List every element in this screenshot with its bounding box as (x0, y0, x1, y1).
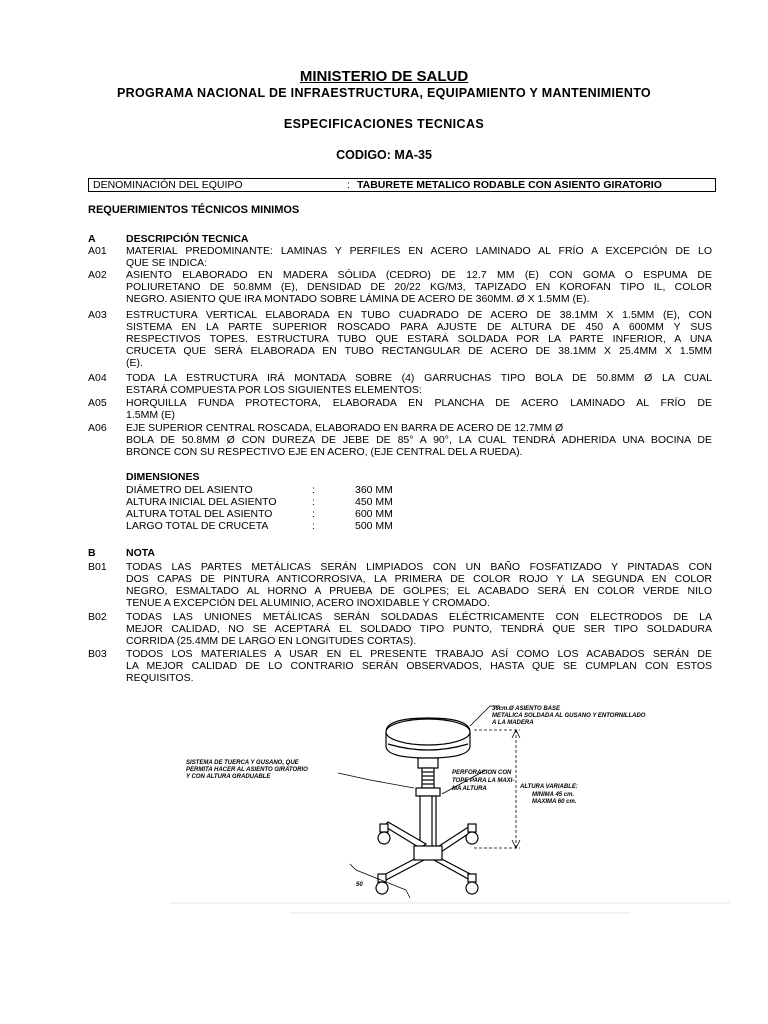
item-text (126, 372, 712, 396)
text-line: ESTRUCTURA VERTICAL ELABORADA EN TUBO CUADRADO DE ACERO DE 38.1MM X 1.5MM (E), CON (126, 309, 712, 321)
text-line: LA MEJOR CALIDAD DE LO CONTRARIO SERÁN OBSERVADOS, HASTA QUE SE CUMPLAN CON ESTOS (126, 660, 712, 672)
floor-shading (170, 903, 730, 913)
system-label-line: PERMITA HACER AL ASIENTO GIRATORIO (186, 767, 308, 773)
text-line: EJE SUPERIOR CENTRAL ROSCADA, ELABORADO EN BARRA DE ACERO DE 12.7MM Ø (126, 422, 564, 434)
section-a-title: DESCRIPCIÓN TECNICA (126, 233, 249, 245)
dimension-name: LARGO TOTAL DE CRUCETA (126, 520, 269, 532)
text-line: CRUCETA QUE SERÁ ELABORADA EN TUBO RECTANGULAR DE ACERO DE 38.1MM X 25.4MM X 1.5MM (126, 345, 712, 357)
item-code: A05 (88, 397, 107, 409)
text-line: NEGRO. ASIENTO QUE IRA MONTADO SOBRE LÁMINA DE ACERO DE 360MM. Ø X 1.5MM (E). (126, 293, 590, 305)
perforation-label-line: PERFORACION CON (452, 770, 512, 776)
dimension-value: 500 MM (355, 520, 393, 532)
item-code: A03 (88, 309, 107, 321)
text-line: POLIURETANO DE 50.8MM (E), DENSIDAD DE 20/22 KG/M3, TAPIZADO EN KOROFAN TIPO IL, COLOR (126, 281, 712, 293)
item-text (126, 397, 712, 421)
item-code: B03 (88, 648, 107, 660)
item-text (126, 269, 712, 305)
system-label-line: SISTEMA DE TUERCA Y GUSANO, QUE (186, 760, 299, 766)
text-line: SISTEMA EN LA PARTE SUPERIOR ROSCADO PARA AJUSTE DE ALTURA DE 450 A 600MM Y SUS (126, 321, 712, 333)
dimension-row (126, 496, 426, 508)
text-line: TENUE A EXCEPCIÓN DEL ALUMINIO, ACERO INOXIDABLE Y CROMADO. (126, 597, 490, 609)
text-line: REQUISITOS. (126, 672, 194, 684)
text-line: MEJOR CALIDAD, NO SE ACEPTARÁ EL SOLDADO TIPO PUNTO, TENDRÁ QUE SER TIPO SOLDADURA (126, 623, 712, 635)
item-text (126, 648, 712, 684)
text-line: RESPECTIVOS TOPES. ESTRUCTURA TUBO QUE ESTARÁ SOLDADA POR LA PARTE INFERIOR, A UNA (126, 333, 712, 345)
program-title: PROGRAMA NACIONAL DE INFRAESTRUCTURA, EQUIPAMIENTO Y MANTENIMIENTO (117, 86, 651, 100)
text-line: TODAS LAS PARTES METÁLICAS SERÁN LIMPIADOS CON UN BAÑO FOSFATIZADO Y PINTADAS CON (126, 561, 712, 573)
item-code: B01 (88, 561, 107, 573)
text-line: TODOS LOS MATERIALES A USAR EN EL PRESENTE TRABAJO ASÍ COMO LOS ACABADOS SERÁN DE (126, 648, 712, 660)
dimension-name: DIÁMETRO DEL ASIENTO (126, 484, 253, 496)
seat-label-line: A LA MADERA (492, 720, 534, 726)
seat-label-line: 36cm.Ø ASIENTO BASE (492, 706, 561, 712)
section-a-letter: A (88, 233, 96, 245)
height-label-line: ALTURA VARIABLE: (520, 784, 578, 790)
dimension-colon: : (312, 520, 315, 532)
item-text (126, 309, 712, 369)
perforation-label-line: TOPE PARA LA MAXI- (452, 778, 515, 784)
dimension-colon: : (312, 484, 315, 496)
text-line: MATERIAL PREDOMINANTE: LAMINAS Y PERFILES EN ACERO LAMINADO AL FRÍO A EXCEPCIÓN DE LO (126, 245, 712, 257)
item-text (126, 245, 712, 269)
width-label: 50 (356, 882, 363, 888)
requirements-title: REQUERIMIENTOS TÉCNICOS MINIMOS (88, 204, 300, 216)
dimension-name: ALTURA TOTAL DEL ASIENTO (126, 508, 273, 520)
dimension-row (126, 484, 426, 496)
text-line: DOS CAPAS DE PINTURA ANTICORROSIVA, LA PRIMERA DE COLOR ROJO Y LA SEGUNDA EN COLOR (126, 573, 712, 585)
text-line: BOLA DE 50.8MM Ø CON DUREZA DE JEBE DE 85° A 90°, LA CUAL TENDRÁ ADHERIDA UNA BOCINA DE (126, 434, 712, 446)
item-text (126, 422, 712, 458)
item-code: B02 (88, 611, 107, 623)
denomination-value: TABURETE METALICO RODABLE CON ASIENTO GIRATORIO (357, 179, 662, 191)
ministry-title: MINISTERIO DE SALUD (299, 68, 469, 85)
text-line: ASIENTO ELABORADO EN MADERA SÓLIDA (CEDRO) DE 12.7 MM (E) CON GOMA O ESPUMA DE (126, 269, 712, 281)
item-code: A04 (88, 372, 107, 384)
dimension-value: 360 MM (355, 484, 393, 496)
system-label-line: Y CON ALTURA GRADUABLE (186, 774, 271, 780)
dimension-row (126, 508, 426, 520)
dimensions-title: DIMENSIONES (126, 471, 200, 483)
stool-technical-drawing (170, 698, 730, 918)
text-line: (E). (126, 357, 143, 369)
section-b-letter: B (88, 547, 96, 559)
dimension-colon: : (312, 496, 315, 508)
item-code: A02 (88, 269, 107, 281)
dimension-name: ALTURA INICIAL DEL ASIENTO (126, 496, 277, 508)
dimension-value: 450 MM (355, 496, 393, 508)
spec-title: ESPECIFICACIONES TECNICAS (283, 117, 485, 131)
denomination-colon: : (347, 179, 350, 191)
height-label-line: MAXIMA 60 cm. (532, 799, 577, 805)
text-line: BRONCE CON SU RESPECTIVO EJE EN ACERO, (EJE CENTRAL DEL A RUEDA). (126, 446, 523, 458)
dimension-value: 600 MM (355, 508, 393, 520)
item-text (126, 561, 712, 609)
text-line: TODAS LAS UNIONES METÁLICAS SERÁN SOLDADAS ELÉCTRICAMENTE CON ELECTRODOS DE LA (126, 611, 712, 623)
item-text (126, 611, 712, 647)
dimension-row (126, 520, 426, 532)
seat-label-line: METALICA SOLDADA AL GUSANO Y ENTORNILLADO (492, 713, 646, 719)
item-code: A06 (88, 422, 107, 434)
text-line: NEGRO, ESMALTADO AL HORNO A PRUEBA DE GOLPES; EL ACABADO SERÁ EN COLOR VERDE NILO (126, 585, 712, 597)
height-label-line: MINIMA 45 cm. (532, 792, 575, 798)
dimension-colon: : (312, 508, 315, 520)
code-title: CODIGO: MA-35 (336, 148, 432, 162)
section-b-title: NOTA (126, 547, 155, 559)
text-line: HORQUILLA FUNDA PROTECTORA, ELABORADA EN PLANCHA DE ACERO LAMINADO AL FRÍO DE (126, 397, 712, 409)
text-line: QUE SE INDICA: (126, 257, 208, 269)
text-line: CORRIDA (25.4MM DE LARGO EN LONGITUDES CORTAS). (126, 635, 417, 647)
text-line: ESTARÁ COMPUESTA POR LOS SIGUIENTES ELEMENTOS: (126, 384, 422, 396)
text-line: 1.5MM (E) (126, 409, 176, 421)
equipment-denomination-box (88, 178, 716, 192)
item-code: A01 (88, 245, 107, 257)
stool-seat (386, 718, 470, 758)
denomination-label: DENOMINACIÓN DEL EQUIPO (93, 179, 243, 191)
text-line: TODA LA ESTRUCTURA IRÁ MONTADA SOBRE (4) GARRUCHAS TIPO BOLA DE 50.8MM Ø LA CUAL (126, 372, 712, 384)
perforation-label-line: MA ALTURA (452, 786, 487, 792)
